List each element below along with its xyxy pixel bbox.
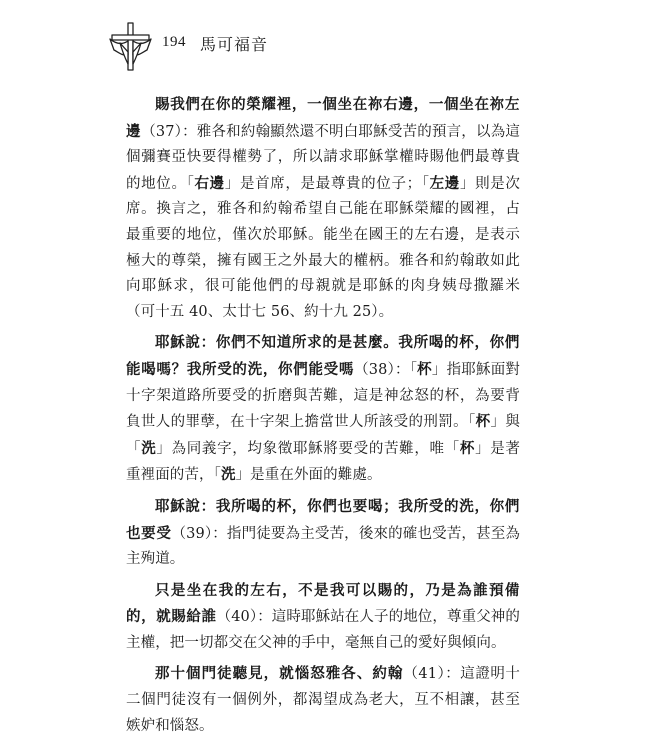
commentary-text: 」是重在外面的難處。 [235,467,382,484]
key-term: 右邊 [194,174,225,192]
commentary-text: （41）：這證明十二個門徒沒有一個例外，都渴望成為老大，互不相讓，甚至嫉妒和惱怒。 [126,666,520,734]
commentary-text: （38）：「 [354,361,418,378]
commentary-text: 」指耶穌面對十字架道路所要受的折磨與苦難，這是神忿怒的杯，為要背負世人的罪孽，在十字架上擔當世人所該受的刑罰。「 [126,361,520,431]
commentary-text: 」是首席，是最尊貴的位子；「 [224,175,430,192]
verse-quote: 耶穌說：我所喝的杯，你們也要喝；我所受的洗，你們也要受 [126,497,520,542]
page-number: 194 [162,34,186,50]
key-term: 杯 [475,413,491,431]
commentary-text: 」與「 [126,414,520,457]
verse-quote: 耶穌說：你們不知道所求的是甚麼。我所喝的杯，你們能喝嗎？我所受的洗，你們能受嗎 [126,334,520,378]
commentary-text: （37）：雅各和約翰顯然還不明白耶穌受苦的預言，以為這個彌賽亞快要得權勢了，所以請求耶穌掌權時賜他們最尊貴的地位。「 [126,123,520,192]
key-term: 杯 [417,360,432,378]
commentary-paragraph [126,494,520,573]
commentary-paragraph [126,92,520,325]
key-term: 杯 [459,439,476,457]
commentary-text: 」則是次席。換言之，雅各和約翰希望自己能在耶穌榮耀的國裡，占最重要的地位，僅次於耶穌。能坐在國王的左右邊，是表示極大的尊榮，擁有國王之外最大的權柄。雅各和約翰敢如此向耶穌求，很可能他們的母親就是耶穌的肉身姨母撒羅米（可十五 40、太廿七 56、約十九 25）。 [126,175,521,320]
commentary-paragraph [126,330,520,489]
key-term: 洗 [141,439,157,457]
commentary-text: 」是著重裡面的苦，「 [126,440,521,484]
key-term: 洗 [220,466,236,484]
verse-quote: 那十個門徒聽見，就惱怒雅各、約翰 [155,665,404,683]
commentary-text: （39）：指門徒要為主受苦，後來的確也受苦，甚至為主殉道。 [126,525,520,568]
verse-quote: 賜我們在你的榮耀裡，一個坐在祢右邊，一個坐在祢左邊 [126,96,520,140]
running-title: 馬可福音 [200,35,269,54]
commentary-paragraph [126,661,520,739]
commentary-text: 」為同義字，均象徵耶穌將要受的苦難，唯「 [156,440,460,457]
key-term: 左邊 [429,174,460,192]
page-header [108,22,408,72]
commentary-text: （40）：這時耶穌站在人子的地位，尊重父神的主權，把一切都交在父神的手中，毫無自己的愛好與傾向。 [126,609,521,651]
verse-quote: 只是坐在我的左右，不是我可以賜的，乃是為誰預備的，就賜給誰 [126,581,520,626]
cross-with-cloth-icon [108,22,154,72]
commentary-paragraph [126,578,520,657]
commentary-body [126,92,520,744]
